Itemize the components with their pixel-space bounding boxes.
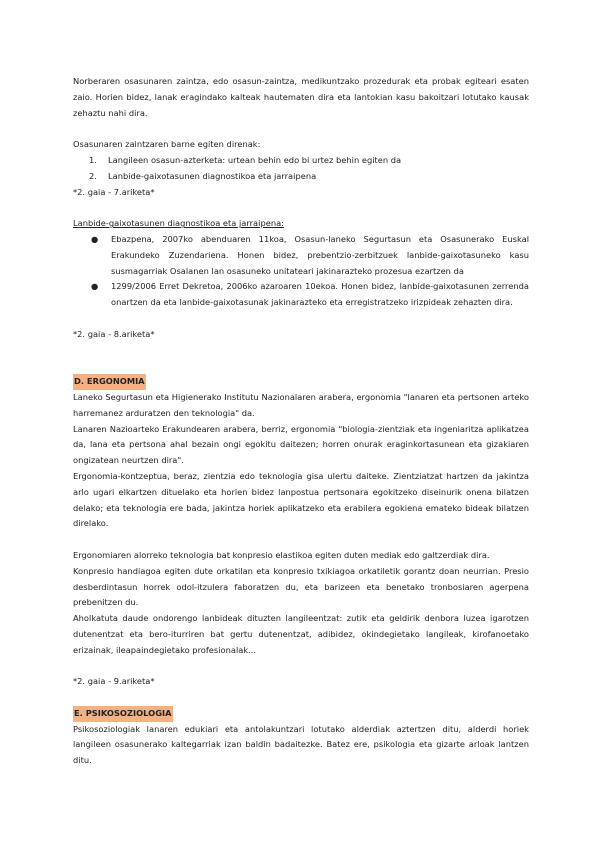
list-item: [73, 232, 529, 279]
list-item-text: 1299/2006 Erret Dekretoa, 2006ko azaroaren 10ekoa. Honen bidez, lanbide-gaixotasunen zerrenda onartzen da eta lanbide-gaixotasunak jakinarazteko eta erregistratzeko irizpideak zehazten dira.: [111, 281, 529, 308]
exercise-reference: *2. gaia - 8.ariketa*: [73, 328, 155, 339]
bullet-icon: ●: [91, 233, 99, 244]
list-item: [73, 169, 529, 185]
exercise-reference: *2. gaia - 9.ariketa*: [73, 676, 155, 687]
list-number: 2.: [89, 170, 97, 181]
list-item-text: Langileen osasun-azterketa: urtean behin edo bi urtez behin egiten da: [108, 154, 402, 165]
ergonomia-paragraph: Ergonomia-kontzeptua, beraz, zientzia edo teknologia gisa ulertu daiteke. Zientziatzat hartzen da jakintza arlo ugari elkartzen dituelako eta horien bidez lanpostua pertsonara egokitzeko diseinurik onena bilatzen delako; eta teknologia ere bada, jakintza horiek aplikatzeko eta erabilera egokiena emateko bideak bilatzen direlako.: [73, 470, 529, 529]
ergonomia-paragraph: Aholkatuta daude ondorengo lanbideak dituzten langileentzat: zutik eta geldirik denbora luzea igarotzen dutenentzat eta bero-iturriren bat gertu dutenentzat, adibidez, okindegietako langileak, kirofanoetako erizainak, ileapaindegietako profesionalak...: [73, 613, 529, 655]
list-item: [73, 279, 529, 311]
intro-paragraph: Norberaren osasunaren zaintza, edo osasun-zaintza, medikuntzako prozedurak eta probak egiteari esaten zaio. Horien bidez, lanak eragindako kalteak hautematen dira eta lantokian kasu bakoitzari lotutako kausak zehaztu nahi dira.: [73, 76, 529, 118]
list-item-text: Ebazpena, 2007ko abenduaren 11koa, Osasun-laneko Segurtasun eta Osasunerako Euskal Erakundeko Zuzendariena. Honen bidez, prebentzio-zerbitzuek lanbide-gaixotasuneko kasu susmagarriak Osalanen lan osasuneko unitateari jakinarazteko prozesua ezartzen da: [111, 233, 529, 276]
ergonomia-paragraph: Konpresio handiagoa egiten dute orkatilan eta konpresio txikiagoa orkatiletik gorantz doan neurrian. Presio desberdintasun horrek odol-itzulera faboratzen du, eta barizeen eta benetako tronbosiaren agerpena prebenitzen du.: [73, 565, 529, 608]
section-heading-psikosoziologia: E. PSIKOSOZIOLOGIA: [73, 706, 173, 722]
list-item-text: Lanbide-gaixotasunen diagnostikoa eta jarraipena: [108, 170, 317, 181]
list-item: [73, 153, 529, 169]
intro-numbered-list: [73, 153, 529, 185]
list-number: 1.: [89, 154, 97, 165]
ergonomia-paragraph: Lanaren Nazioarteko Erakundearen arabera, berriz, ergonomia "biologia-zientziak eta ingeniaritza aplikatzea da, lana eta pertsona ahal bezain ongi egokitu daitezen; horren onurak eraginkortasunean eta gizakiaren ongizatean neurtzen dira".: [73, 423, 529, 466]
ergonomia-paragraph: Laneko Segurtasun eta Higienerako Institutu Nazionalaren arabera, ergonomia "lanaren eta pertsonen arteko harremanez arduratzen den teknologia" da.: [73, 391, 529, 418]
ergonomia-paragraph: Ergonomiaren alorreko teknologia bat konpresio elastikoa egiten duten mediak edo galtzerdiak dira.: [73, 549, 490, 560]
document-page: [73, 74, 529, 769]
intro-list-lead: Osasunaren zaintzaren barne egiten direnak:: [73, 139, 261, 150]
section-subtitle: Lanbide-gaixotasunen diagnostikoa eta jarraipena:: [73, 218, 284, 229]
section-heading-ergonomia: D. ERGONOMIA: [73, 374, 146, 390]
psiko-paragraph: Psikosoziologiak lanaren edukiari eta antolakuntzari lotutako alderdiak aztertzen ditu, alderdi horiek langileen osasunerako kaltegarriak izan baldin badaitezke. Batez ere, psikologia eta gizarte arloak lantzen ditu.: [73, 723, 529, 766]
bullet-icon: ●: [91, 281, 99, 292]
lanbide-bullet-list: [73, 232, 529, 311]
exercise-reference: *2. gaia - 7.ariketa*: [73, 186, 155, 197]
